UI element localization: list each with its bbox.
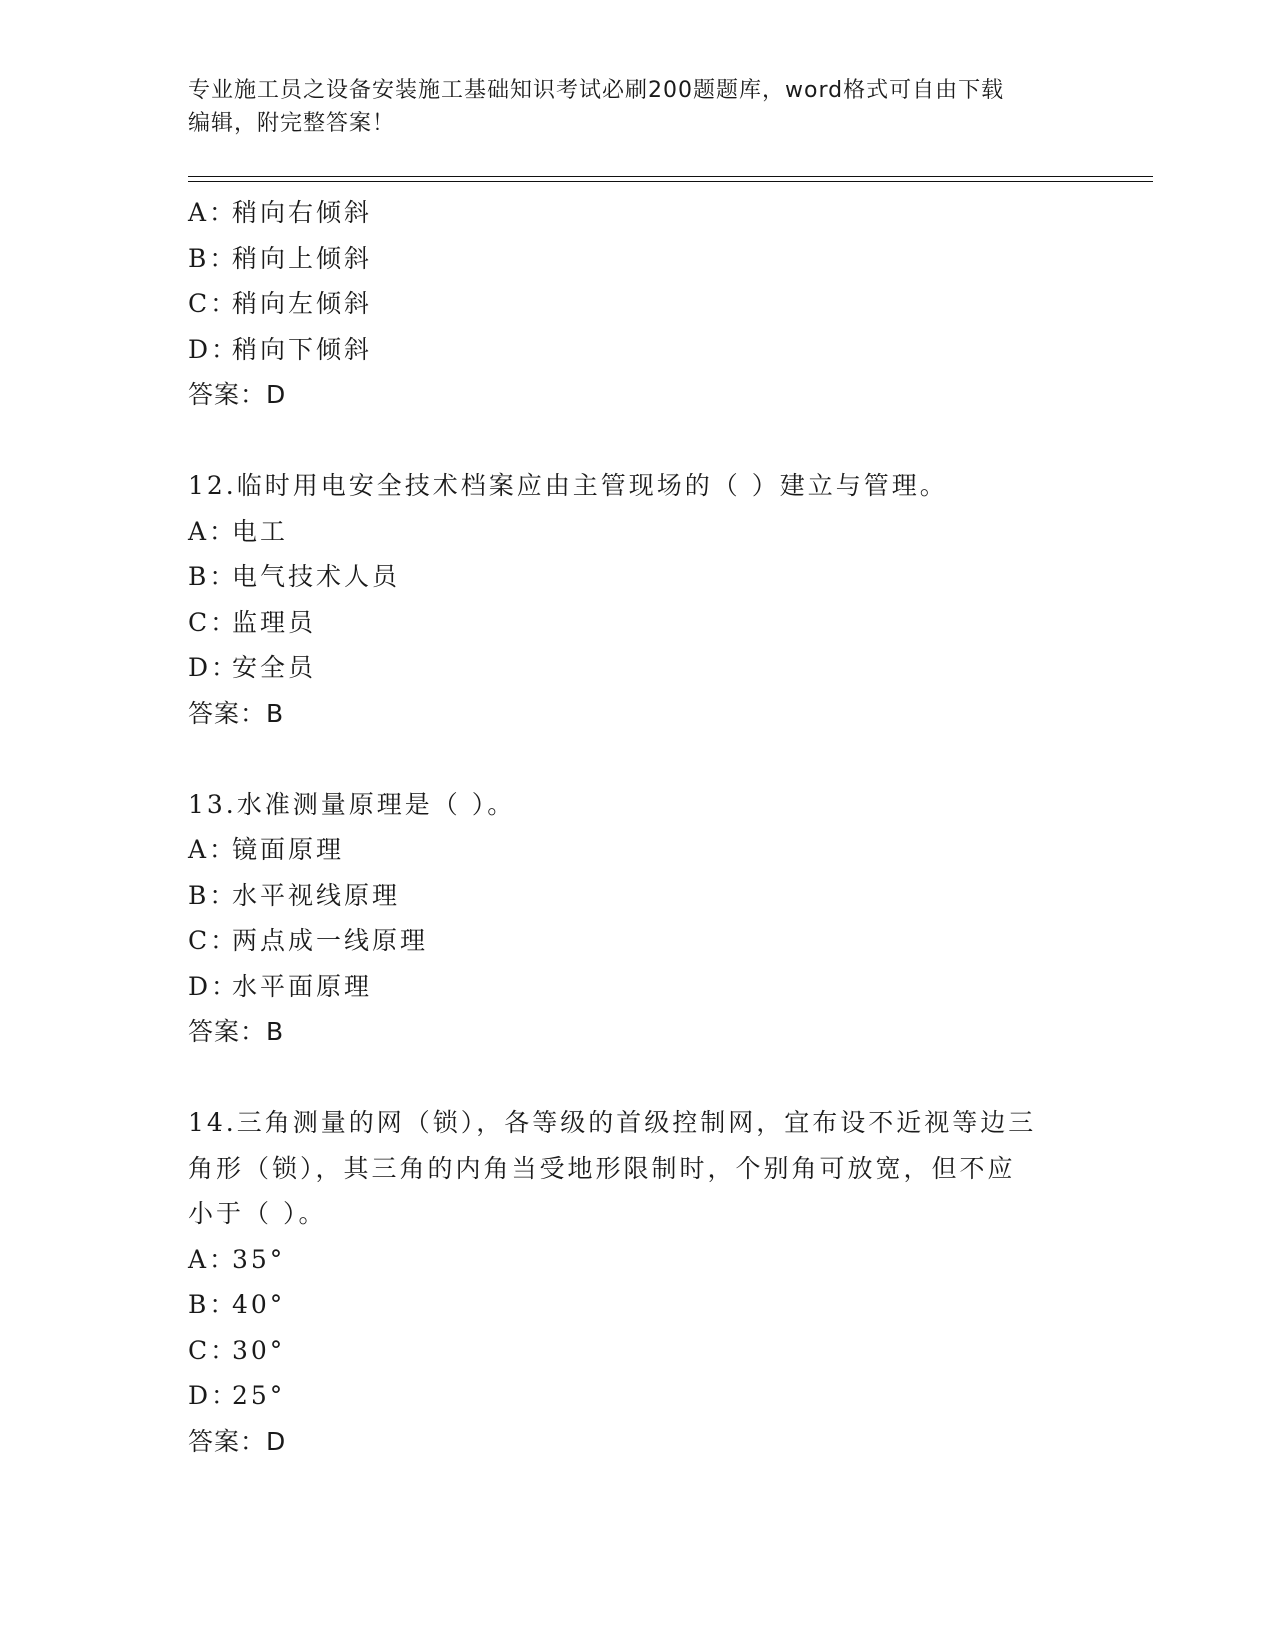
- option-text: 稍向右倾斜: [232, 198, 373, 227]
- option-key: B：: [188, 562, 238, 591]
- option-d: [188, 327, 1088, 373]
- question-stem-line-2: 角形（锁），其三角的内角当受地形限制时，个别角可放宽，但不应: [188, 1153, 1016, 1183]
- option-b: [188, 1282, 1088, 1328]
- option-a: [188, 827, 1088, 873]
- option-key: A：: [188, 1244, 238, 1274]
- header-title-line-1: 专业施工员之设备安装施工基础知识考试必刷200题题库，word格式可自由下载: [188, 78, 1005, 103]
- option-text: 安全员: [232, 653, 317, 682]
- option-text: 稍向上倾斜: [232, 243, 373, 273]
- question-12: [188, 463, 1088, 736]
- answer-line: 答案：B: [188, 1017, 285, 1046]
- option-key: D：: [188, 334, 240, 364]
- option-d: [188, 1373, 1088, 1419]
- option-a: [188, 190, 1088, 236]
- header-title-line-2: 编辑，附完整答案！: [188, 111, 396, 136]
- option-text: 30°: [232, 1335, 286, 1365]
- question-13: [188, 782, 1088, 1055]
- option-text: 两点成一线原理: [232, 926, 429, 955]
- header-divider-top: [188, 176, 1153, 177]
- option-d: [188, 964, 1088, 1010]
- option-text: 稍向下倾斜: [232, 334, 373, 364]
- option-a: [188, 1237, 1088, 1283]
- option-b: [188, 236, 1088, 282]
- option-key: A：: [188, 835, 238, 864]
- option-b: [188, 873, 1088, 919]
- option-text: 稍向左倾斜: [232, 289, 373, 318]
- option-d: [188, 645, 1088, 691]
- option-key: B：: [188, 243, 238, 273]
- option-c: [188, 1328, 1088, 1374]
- option-text: 监理员: [232, 607, 317, 637]
- option-a: [188, 509, 1088, 555]
- answer-line: 答案：B: [188, 698, 285, 728]
- answer-line: 答案：D: [188, 1426, 287, 1456]
- option-key: A：: [188, 198, 238, 227]
- option-key: C：: [188, 607, 239, 637]
- option-key: D：: [188, 971, 240, 1001]
- spacer: [188, 418, 1088, 464]
- question-stem-line-3: 小于（ ）。: [188, 1199, 327, 1228]
- option-text: 水平面原理: [232, 971, 373, 1001]
- question-14: [188, 1100, 1088, 1464]
- question-11-continued: [188, 190, 1088, 418]
- option-key: C：: [188, 926, 239, 955]
- document-header: [188, 74, 1088, 140]
- question-list: [188, 190, 1088, 1464]
- option-text: 电工: [232, 516, 289, 546]
- option-text: 25°: [232, 1381, 286, 1410]
- option-text: 电气技术人员: [232, 562, 401, 591]
- question-stem: 13.水准测量原理是（ ）。: [188, 789, 516, 819]
- option-text: 40°: [232, 1290, 286, 1319]
- option-key: B：: [188, 1290, 238, 1319]
- option-text: 35°: [232, 1244, 286, 1274]
- header-divider-bottom: [188, 181, 1153, 182]
- option-key: C：: [188, 1335, 239, 1365]
- option-c: [188, 600, 1088, 646]
- option-key: D：: [188, 653, 240, 682]
- option-key: C：: [188, 289, 239, 318]
- answer-line: 答案：D: [188, 380, 287, 409]
- option-key: D：: [188, 1381, 240, 1410]
- option-key: A：: [188, 516, 238, 546]
- spacer: [188, 1055, 1088, 1101]
- option-text: 水平视线原理: [232, 880, 401, 910]
- question-stem-line-1: 14.三角测量的网（锁），各等级的首级控制网，宜布设不近视等边三: [188, 1108, 1037, 1137]
- spacer: [188, 736, 1088, 782]
- option-text: 镜面原理: [232, 835, 345, 864]
- option-key: B：: [188, 880, 238, 910]
- question-stem: 12.临时用电安全技术档案应由主管现场的（ ）建立与管理。: [188, 471, 948, 500]
- option-b: [188, 554, 1088, 600]
- option-c: [188, 918, 1088, 964]
- option-c: [188, 281, 1088, 327]
